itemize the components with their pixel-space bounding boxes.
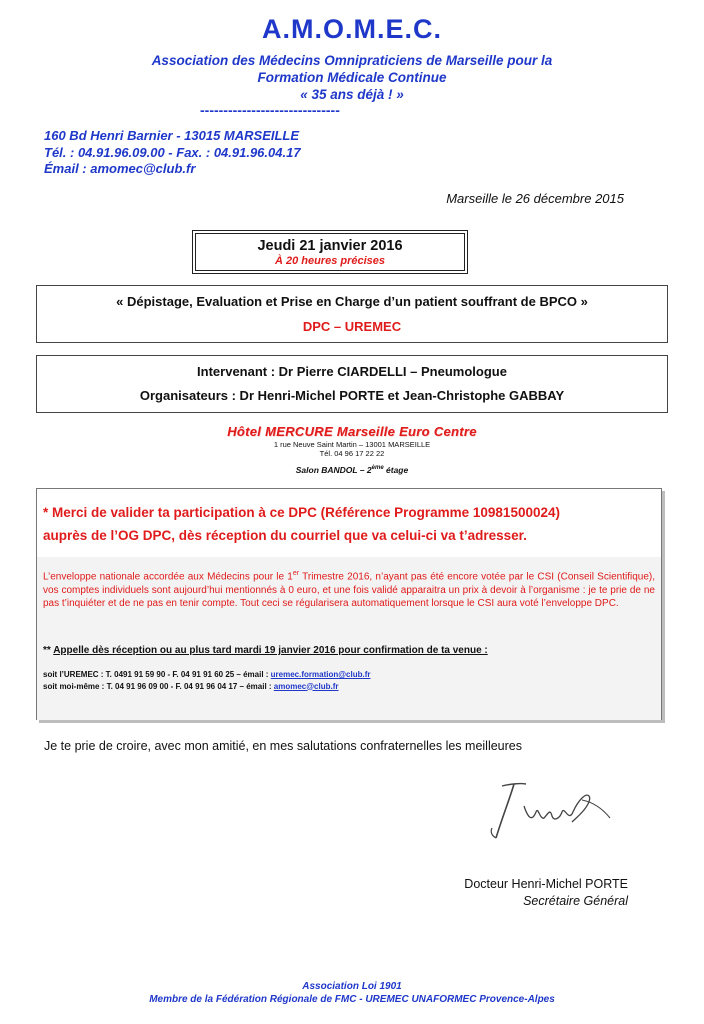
notice-validate-line1: * Merci de valider ta participation à ce DPC (Référence Programme 10981500024)	[43, 505, 560, 520]
contact-block	[44, 128, 301, 178]
speaker-box	[36, 355, 668, 413]
footer-line2: Membre de la Fédération Régionale de FMC - UREMEC UNAFORMEC Provence-Alpes	[149, 994, 555, 1005]
contact-email[interactable]: amomec@club.fr	[90, 161, 196, 176]
notice-call	[43, 645, 488, 656]
notice-validate-line2: auprès de l’OG DPC, dès réception du courriel que va celui-ci va t’adresser.	[43, 528, 527, 543]
notice-envelope-sup: er	[292, 570, 300, 577]
venue-address: 1 rue Neuve Saint Martin – 13001 MARSEILLE	[273, 440, 431, 449]
venue-room-prefix: Salon BANDOL – 2	[295, 465, 372, 475]
notice-contact1-text: soit l’UREMEC : T. 0491 91 59 90 - F. 04 91 91 60 25 – émail :	[43, 670, 271, 679]
uremec-email-link[interactable]: uremec.formation@club.fr	[270, 670, 371, 679]
notice-top-section	[37, 489, 661, 557]
notice-contact2-text: soit moi-même : T. 04 91 96 09 00 - F. 04 91 96 04 17 – émail :	[43, 681, 274, 691]
org-subtitle	[0, 52, 704, 103]
notice-call-text: Appelle dès réception ou au plus tard mardi 19 janvier 2016 pour confirmation de ta venue :	[53, 645, 488, 656]
handwritten-signature	[480, 778, 620, 848]
contact-address: 160 Bd Henri Barnier - 13015 MARSEILLE	[44, 128, 300, 143]
event-time: À 20 heures précises	[274, 255, 386, 267]
notice-contacts	[43, 669, 371, 692]
letter-date: Marseille le 26 décembre 2015	[446, 191, 624, 206]
venue-room-suffix: étage	[383, 465, 409, 475]
amomec-email-link[interactable]: amomec@club.fr	[273, 681, 339, 691]
closing-line: Je te prie de croire, avec mon amitié, en mes salutations confraternelles les meilleures	[44, 739, 522, 753]
event-program: DPC – UREMEC	[302, 319, 402, 334]
notice-contact-self	[43, 681, 371, 693]
event-title-box	[36, 285, 668, 343]
notice-box	[36, 488, 662, 720]
notice-envelope	[43, 567, 655, 610]
notice-envelope-part2: Trimestre 2016, n’ayant pas été encore votée par le CSI (Conseil Scientifique), vos comptes individuels sont aujourd’hui mentionnés à 0 euro, et une fois validé apparaitra un prix à devoir à l’organisme : je te prie de ne pas t’inquiéter et de ne pas en tenir compte. Tout ceci se régularisera automatiquement lorsque le CSI aura voté l’enveloppe DPC.	[43, 571, 655, 609]
event-title: « Dépistage, Evaluation et Prise en Charge d’un patient souffrant de BPCO »	[116, 294, 588, 309]
event-date-box	[192, 230, 468, 274]
org-motto: « 35 ans déjà ! »	[300, 87, 404, 102]
venue-name: Hôtel MERCURE Marseille Euro Centre	[227, 424, 477, 439]
venue-phone: Tél. 04 96 17 22 22	[319, 449, 385, 458]
org-name: A.M.O.M.E.C.	[262, 14, 442, 44]
signature-role: Secrétaire Général	[523, 894, 628, 908]
venue-details	[0, 440, 704, 458]
notice-contact-uremec	[43, 669, 371, 681]
notice-call-prefix: **	[43, 645, 54, 656]
footer-line1: Association Loi 1901	[302, 981, 402, 992]
event-speaker: Intervenant : Dr Pierre CIARDELLI – Pneumologue	[197, 364, 507, 379]
event-organizers: Organisateurs : Dr Henri-Michel PORTE et Jean-Christophe GABBAY	[139, 388, 565, 403]
venue-room-sup: ème	[371, 465, 384, 472]
footer	[0, 980, 704, 1006]
event-date: Jeudi 21 janvier 2016	[257, 238, 403, 254]
contact-email-label: Émail :	[44, 161, 91, 176]
signature-block	[464, 876, 628, 910]
notice-validate	[43, 501, 560, 547]
org-subtitle-line1: Association des Médecins Omnipraticiens de Marseille pour la	[151, 53, 553, 68]
org-subtitle-line2: Formation Médicale Continue	[257, 70, 447, 85]
notice-bottom-section	[37, 557, 661, 720]
contact-phone-fax: Tél. : 04.91.96.09.00 - Fax. : 04.91.96.04.17	[44, 144, 301, 160]
signature-name: Docteur Henri-Michel PORTE	[464, 877, 628, 891]
notice-envelope-part1: L’enveloppe nationale accordée aux Médecins pour le 1	[43, 571, 293, 583]
contact-email-line	[44, 161, 301, 178]
venue-room	[0, 465, 704, 475]
header-separator: ------------------------------	[200, 102, 340, 118]
